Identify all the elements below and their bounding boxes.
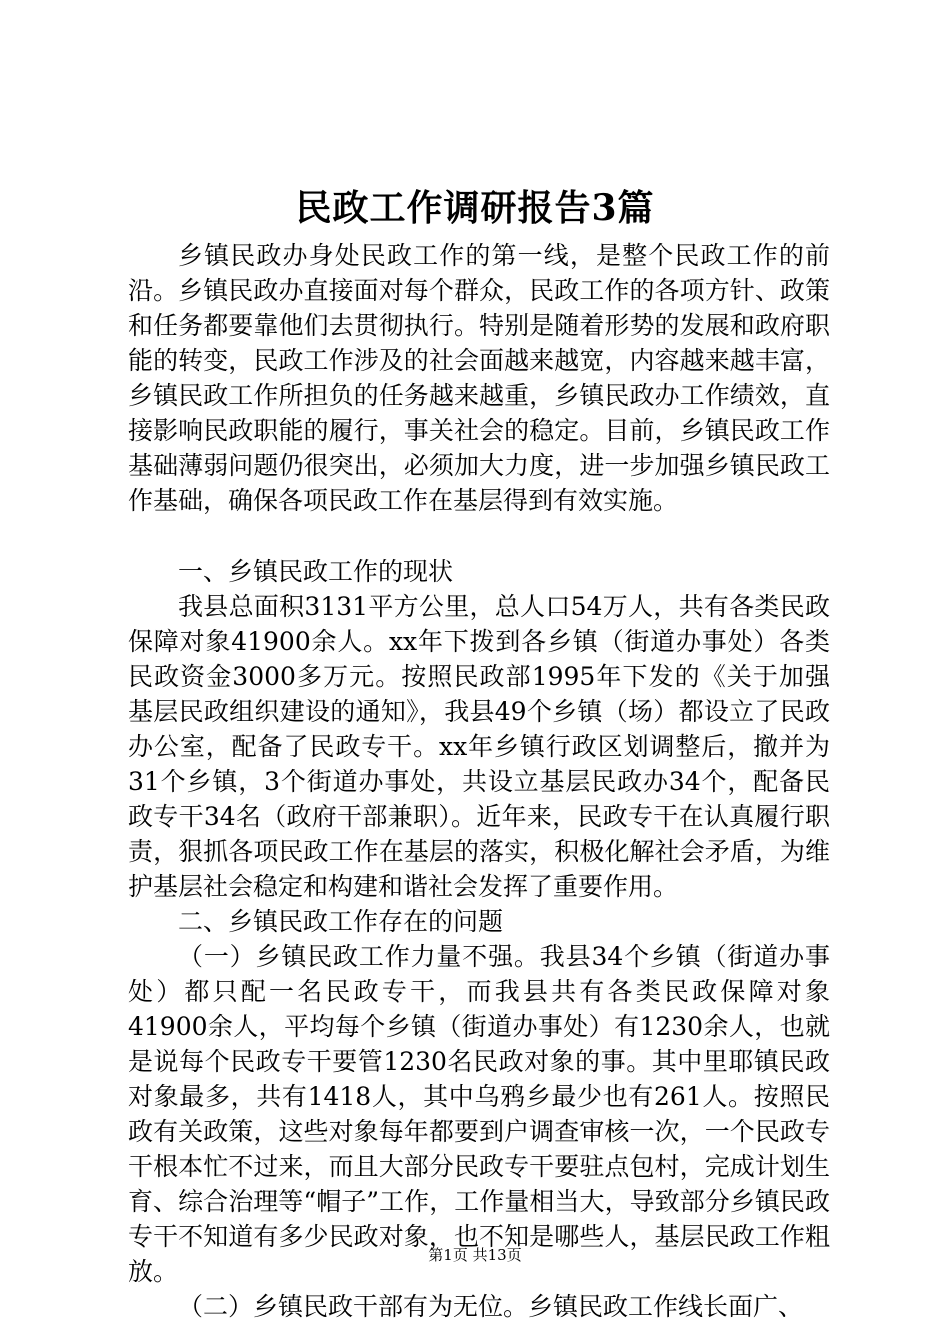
paragraph-spacer [128,518,830,554]
paragraph-intro: 乡镇民政办身处民政工作的第一线，是整个民政工作的前沿。乡镇民政办直接面对每个群众，民政工作的各项方针、政策和任务都要靠他们去贯彻执行。特别是随着形势的发展和政府职能的转变，民政工作涉及的社会面越来越宽，内容越来越丰富，乡镇民政工作所担负的任务越来越重，乡镇民政办工作绩效，直接影响民政职能的履行，事关社会的稳定。目前，乡镇民政工作基础薄弱问题仍很突出，必须加大力度，进一步加强乡镇民政工作基础，确保各项民政工作在基层得到有效实施。 [128,241,830,515]
section-heading-status: 一、乡镇民政工作的现状 [178,557,454,586]
paragraph-problem-2: （二）乡镇民政干部有为无位。乡镇民政工作线长面广、 [178,1292,804,1321]
page-footer: 第1页 共13页 [428,1246,522,1264]
paragraph-status: 我县总面积3131平方公里，总人口54万人，共有各类民政保障对象41900余人。xx年下拨到各乡镇（街道办事处）各类民政资金3000多万元。按照民政部1995年下发的《关于加强基层民政组织建设的通知》，我县49个乡镇（场）都设立了民政办公室，配备了民政专干。xx年乡镇行政区划调整后，撤并为31个乡镇，3个街道办事处，共设立基层民政办34个，配备民政专干34名（政府干部兼职）。近年来，民政专干在认真履行职责，狠抓各项民政工作在基层的落实，积极化解社会矛盾，为维护基层社会稳定和构建和谐社会发挥了重要作用。 [128,592,830,901]
section-heading-problems: 二、乡镇民政工作存在的问题 [178,907,504,936]
paragraph-problem-1: （一）乡镇民政工作力量不强。我县34个乡镇（街道办事处）都只配一名民政专干，而我县共有各类民政保障对象41900余人，平均每个乡镇（街道办事处）有1230余人，也就是说每个民政专干要管1230名民政对象的事。其中里耶镇民政对象最多，共有1418人，其中乌鸦乡最少也有261人。按照民政有关政策，这些对象每年都要到户调查审核一次，一个民政专干根本忙不过来，而且大部分民政专干要驻点包村，完成计划生育、综合治理等“帽子”工作，工作量相当大，导致部分乡镇民政专干不知道有多少民政对象，也不知是哪些人，基层民政工作粗放。 [128,942,830,1286]
document-title: 民政工作调研报告3篇 [295,187,655,229]
document-body [128,238,830,1324]
